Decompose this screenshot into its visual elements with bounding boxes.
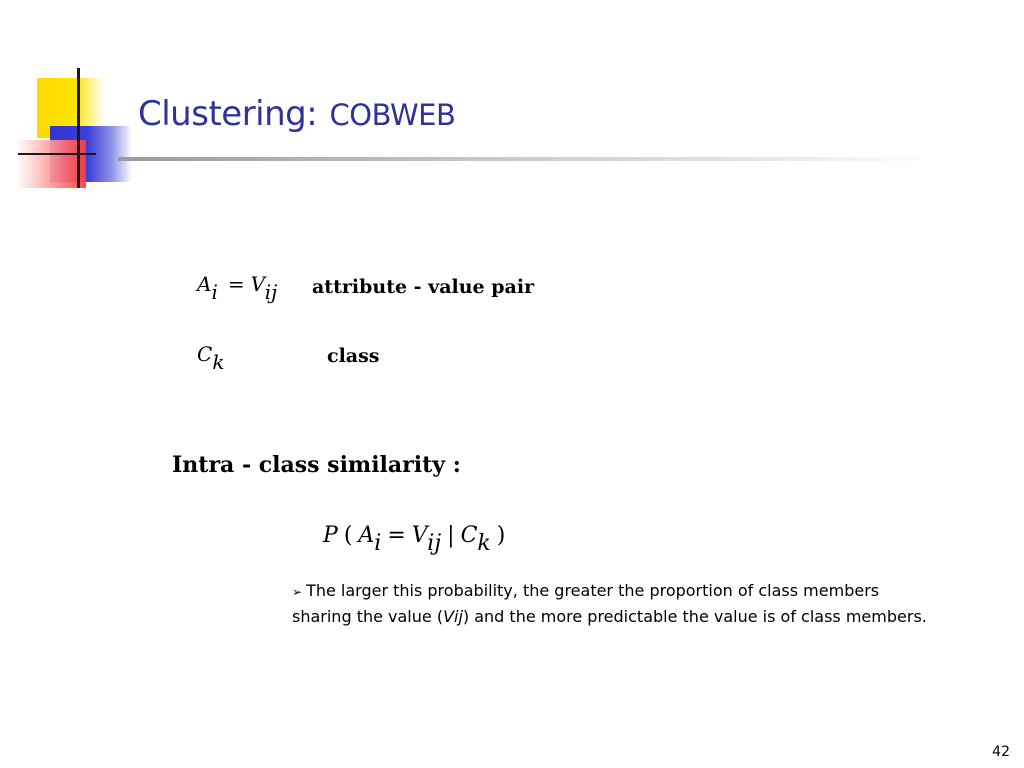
- formula-open-paren: (: [343, 523, 353, 548]
- symbol-c: C: [197, 342, 213, 366]
- title-divider: [118, 157, 938, 161]
- slide-title-sub: COBWEB: [329, 98, 456, 132]
- formula-p: P: [323, 523, 338, 548]
- bullet-text-after: ) and the more predictable the value is of class members.: [462, 606, 927, 626]
- bullet-arrow-icon: ➢: [292, 585, 303, 599]
- formula-c-subscript: k: [477, 531, 491, 556]
- slide-number: 42: [992, 744, 1010, 760]
- probability-formula: [323, 523, 511, 556]
- slide-title-main: Clustering:: [138, 94, 318, 134]
- formula-a-subscript: i: [374, 531, 382, 556]
- formula-c: C: [460, 523, 478, 548]
- formula-close-paren: ): [496, 523, 506, 548]
- symbol-c-subscript: k: [212, 350, 225, 374]
- formula-v: V: [411, 523, 428, 548]
- symbol-v-subscript: ij: [264, 280, 278, 304]
- explanation-bullet: [292, 579, 932, 628]
- class-symbol: [197, 342, 225, 374]
- bullet-text-before: The larger this probability, the greater the proportion of class members sharing the value (: [292, 581, 880, 626]
- equals-operator: =: [227, 272, 245, 296]
- logo-red-square: [16, 140, 86, 188]
- logo-horizontal-line: [18, 153, 96, 155]
- class-label: class: [327, 345, 380, 367]
- symbol-v: V: [250, 272, 265, 296]
- attribute-value-label: attribute - value pair: [312, 276, 535, 298]
- symbol-a: A: [197, 272, 212, 296]
- attribute-value-equation: [197, 272, 278, 304]
- formula-v-subscript: ij: [427, 531, 442, 556]
- slide-logo: [0, 0, 140, 200]
- logo-vertical-line: [77, 68, 80, 188]
- formula-equals: =: [387, 523, 406, 548]
- bullet-italic-term: Vij: [443, 606, 463, 626]
- intra-class-similarity-heading: Intra - class similarity :: [172, 452, 461, 478]
- formula-a: A: [358, 523, 375, 548]
- symbol-a-subscript: i: [211, 280, 218, 304]
- formula-conditional-bar: |: [447, 523, 455, 548]
- slide-title: [138, 94, 455, 134]
